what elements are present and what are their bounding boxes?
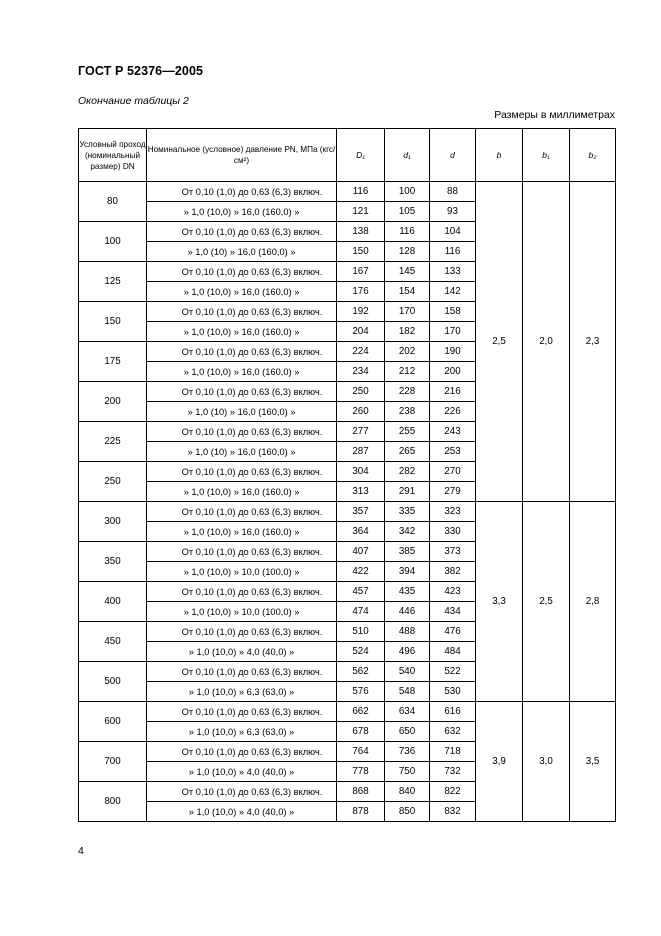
D1-cell: 150 — [337, 242, 385, 262]
d-cell: 142 — [430, 282, 476, 302]
d1-cell: 282 — [385, 462, 430, 482]
D1-cell: 364 — [337, 522, 385, 542]
pressure-cell: От 0,10 (1,0) до 0,63 (6,3) включ. — [147, 222, 337, 242]
D1-cell: 204 — [337, 322, 385, 342]
d-cell: 832 — [430, 802, 476, 822]
D1-cell: 287 — [337, 442, 385, 462]
d1-cell: 202 — [385, 342, 430, 362]
d-cell: 732 — [430, 762, 476, 782]
D1-cell: 678 — [337, 722, 385, 742]
D1-cell: 121 — [337, 202, 385, 222]
b-cell: 3,3 — [476, 502, 523, 702]
d1-cell: 128 — [385, 242, 430, 262]
D1-cell: 524 — [337, 642, 385, 662]
d1-cell: 548 — [385, 682, 430, 702]
D1-cell: 662 — [337, 702, 385, 722]
d1-cell: 170 — [385, 302, 430, 322]
d1-cell: 228 — [385, 382, 430, 402]
d-cell: 104 — [430, 222, 476, 242]
d1-cell: 212 — [385, 362, 430, 382]
d1-cell: 736 — [385, 742, 430, 762]
D1-cell: 313 — [337, 482, 385, 502]
d1-cell: 634 — [385, 702, 430, 722]
b2-cell: 2,3 — [570, 182, 616, 502]
units-note: Размеры в миллиметрах — [494, 109, 615, 121]
d-cell: 423 — [430, 582, 476, 602]
D1-cell: 138 — [337, 222, 385, 242]
d1-cell: 145 — [385, 262, 430, 282]
table-caption: Окончание таблицы 2 — [78, 95, 189, 107]
d-cell: 382 — [430, 562, 476, 582]
D1-cell: 562 — [337, 662, 385, 682]
d1-cell: 238 — [385, 402, 430, 422]
D1-cell: 778 — [337, 762, 385, 782]
pressure-cell: » 1,0 (10,0) » 6,3 (63,0) » — [147, 722, 337, 742]
D1-cell: 474 — [337, 602, 385, 622]
header-pressure: Номинальное (условное) давление PN, МПа (кгс/см²) — [147, 129, 337, 182]
header-dn: Условный проход (номинальный размер) DN — [79, 129, 147, 182]
d-cell: 93 — [430, 202, 476, 222]
d-cell: 279 — [430, 482, 476, 502]
pressure-cell: От 0,10 (1,0) до 0,63 (6,3) включ. — [147, 702, 337, 722]
d1-cell: 496 — [385, 642, 430, 662]
dn-cell: 250 — [79, 462, 147, 502]
pressure-cell: » 1,0 (10,0) » 16,0 (160,0) » — [147, 522, 337, 542]
pressure-cell: От 0,10 (1,0) до 0,63 (6,3) включ. — [147, 542, 337, 562]
d-cell: 116 — [430, 242, 476, 262]
d-cell: 434 — [430, 602, 476, 622]
pressure-cell: От 0,10 (1,0) до 0,63 (6,3) включ. — [147, 782, 337, 802]
pressure-cell: От 0,10 (1,0) до 0,63 (6,3) включ. — [147, 182, 337, 202]
D1-cell: 407 — [337, 542, 385, 562]
pressure-cell: От 0,10 (1,0) до 0,63 (6,3) включ. — [147, 742, 337, 762]
dn-cell: 125 — [79, 262, 147, 302]
header-b: b — [476, 129, 523, 182]
dn-cell: 225 — [79, 422, 147, 462]
d1-cell: 540 — [385, 662, 430, 682]
header-b2: b₂ — [570, 129, 616, 182]
dn-cell: 400 — [79, 582, 147, 622]
D1-cell: 304 — [337, 462, 385, 482]
d-cell: 632 — [430, 722, 476, 742]
D1-cell: 764 — [337, 742, 385, 762]
dn-cell: 350 — [79, 542, 147, 582]
D1-cell: 357 — [337, 502, 385, 522]
d1-cell: 435 — [385, 582, 430, 602]
d1-cell: 342 — [385, 522, 430, 542]
d-cell: 190 — [430, 342, 476, 362]
pressure-cell: » 1,0 (10,0) » 16,0 (160,0) » — [147, 282, 337, 302]
D1-cell: 176 — [337, 282, 385, 302]
D1-cell: 576 — [337, 682, 385, 702]
D1-cell: 510 — [337, 622, 385, 642]
header-d: d — [430, 129, 476, 182]
dn-cell: 500 — [79, 662, 147, 702]
d-cell: 133 — [430, 262, 476, 282]
b1-cell: 3,0 — [523, 702, 570, 822]
dn-cell: 200 — [79, 382, 147, 422]
d-cell: 243 — [430, 422, 476, 442]
header-b1: b₁ — [523, 129, 570, 182]
d-cell: 330 — [430, 522, 476, 542]
d1-cell: 335 — [385, 502, 430, 522]
table-row — [79, 702, 616, 722]
d1-cell: 488 — [385, 622, 430, 642]
d-cell: 616 — [430, 702, 476, 722]
dn-cell: 800 — [79, 782, 147, 822]
d-cell: 522 — [430, 662, 476, 682]
d1-cell: 394 — [385, 562, 430, 582]
d-cell: 530 — [430, 682, 476, 702]
pressure-cell: От 0,10 (1,0) до 0,63 (6,3) включ. — [147, 502, 337, 522]
d-cell: 323 — [430, 502, 476, 522]
D1-cell: 234 — [337, 362, 385, 382]
pressure-cell: От 0,10 (1,0) до 0,63 (6,3) включ. — [147, 382, 337, 402]
table-body — [79, 182, 616, 822]
D1-cell: 457 — [337, 582, 385, 602]
d1-cell: 100 — [385, 182, 430, 202]
pressure-cell: » 1,0 (10,0) » 16,0 (160,0) » — [147, 362, 337, 382]
d1-cell: 446 — [385, 602, 430, 622]
standard-title: ГОСТ Р 52376—2005 — [78, 64, 204, 78]
dn-cell: 300 — [79, 502, 147, 542]
header-D1: D₁ — [337, 129, 385, 182]
table-row — [79, 502, 616, 522]
pressure-cell: » 1,0 (10) » 16,0 (160,0) » — [147, 242, 337, 262]
pressure-cell: » 1,0 (10,0) » 10,0 (100,0) » — [147, 562, 337, 582]
d1-cell: 255 — [385, 422, 430, 442]
pressure-cell: » 1,0 (10,0) » 16,0 (160,0) » — [147, 322, 337, 342]
b-cell: 2,5 — [476, 182, 523, 502]
d1-cell: 750 — [385, 762, 430, 782]
pressure-cell: » 1,0 (10) » 16,0 (160,0) » — [147, 402, 337, 422]
pressure-cell: От 0,10 (1,0) до 0,63 (6,3) включ. — [147, 622, 337, 642]
d1-cell: 116 — [385, 222, 430, 242]
d-cell: 88 — [430, 182, 476, 202]
d-cell: 158 — [430, 302, 476, 322]
d-cell: 200 — [430, 362, 476, 382]
b-cell: 3,9 — [476, 702, 523, 822]
D1-cell: 878 — [337, 802, 385, 822]
pressure-cell: От 0,10 (1,0) до 0,63 (6,3) включ. — [147, 262, 337, 282]
D1-cell: 422 — [337, 562, 385, 582]
d-cell: 822 — [430, 782, 476, 802]
pressure-cell: » 1,0 (10,0) » 6,3 (63,0) » — [147, 682, 337, 702]
dn-cell: 450 — [79, 622, 147, 662]
dn-cell: 600 — [79, 702, 147, 742]
d1-cell: 650 — [385, 722, 430, 742]
pressure-cell: От 0,10 (1,0) до 0,63 (6,3) включ. — [147, 462, 337, 482]
d1-cell: 840 — [385, 782, 430, 802]
D1-cell: 116 — [337, 182, 385, 202]
pressure-cell: » 1,0 (10,0) » 4,0 (40,0) » — [147, 762, 337, 782]
d-cell: 373 — [430, 542, 476, 562]
b1-cell: 2,5 — [523, 502, 570, 702]
d-cell: 216 — [430, 382, 476, 402]
pressure-cell: От 0,10 (1,0) до 0,63 (6,3) включ. — [147, 422, 337, 442]
d-cell: 270 — [430, 462, 476, 482]
d1-cell: 850 — [385, 802, 430, 822]
d1-cell: 291 — [385, 482, 430, 502]
dn-cell: 100 — [79, 222, 147, 262]
D1-cell: 250 — [337, 382, 385, 402]
pressure-cell: » 1,0 (10,0) » 4,0 (40,0) » — [147, 642, 337, 662]
header-d1: d₁ — [385, 129, 430, 182]
d-cell: 226 — [430, 402, 476, 422]
D1-cell: 192 — [337, 302, 385, 322]
d1-cell: 385 — [385, 542, 430, 562]
pressure-cell: » 1,0 (10,0) » 4,0 (40,0) » — [147, 802, 337, 822]
d-cell: 476 — [430, 622, 476, 642]
D1-cell: 260 — [337, 402, 385, 422]
pressure-cell: » 1,0 (10) » 16,0 (160,0) » — [147, 442, 337, 462]
d-cell: 718 — [430, 742, 476, 762]
pressure-cell: От 0,10 (1,0) до 0,63 (6,3) включ. — [147, 342, 337, 362]
b2-cell: 3,5 — [570, 702, 616, 822]
d1-cell: 154 — [385, 282, 430, 302]
table-row — [79, 182, 616, 202]
d-cell: 170 — [430, 322, 476, 342]
D1-cell: 167 — [337, 262, 385, 282]
pressure-cell: » 1,0 (10,0) » 10,0 (100,0) » — [147, 602, 337, 622]
b1-cell: 2,0 — [523, 182, 570, 502]
dn-cell: 80 — [79, 182, 147, 222]
pressure-cell: От 0,10 (1,0) до 0,63 (6,3) включ. — [147, 662, 337, 682]
dn-cell: 175 — [79, 342, 147, 382]
d1-cell: 265 — [385, 442, 430, 462]
dimensions-table — [78, 128, 616, 822]
d-cell: 484 — [430, 642, 476, 662]
dn-cell: 700 — [79, 742, 147, 782]
pressure-cell: » 1,0 (10,0) » 16,0 (160,0) » — [147, 202, 337, 222]
d-cell: 253 — [430, 442, 476, 462]
d1-cell: 105 — [385, 202, 430, 222]
D1-cell: 224 — [337, 342, 385, 362]
pressure-cell: От 0,10 (1,0) до 0,63 (6,3) включ. — [147, 582, 337, 602]
D1-cell: 277 — [337, 422, 385, 442]
page-number: 4 — [78, 845, 84, 857]
d1-cell: 182 — [385, 322, 430, 342]
dn-cell: 150 — [79, 302, 147, 342]
table-header-row — [79, 129, 616, 182]
b2-cell: 2,8 — [570, 502, 616, 702]
D1-cell: 868 — [337, 782, 385, 802]
pressure-cell: » 1,0 (10,0) » 16,0 (160,0) » — [147, 482, 337, 502]
pressure-cell: От 0,10 (1,0) до 0,63 (6,3) включ. — [147, 302, 337, 322]
